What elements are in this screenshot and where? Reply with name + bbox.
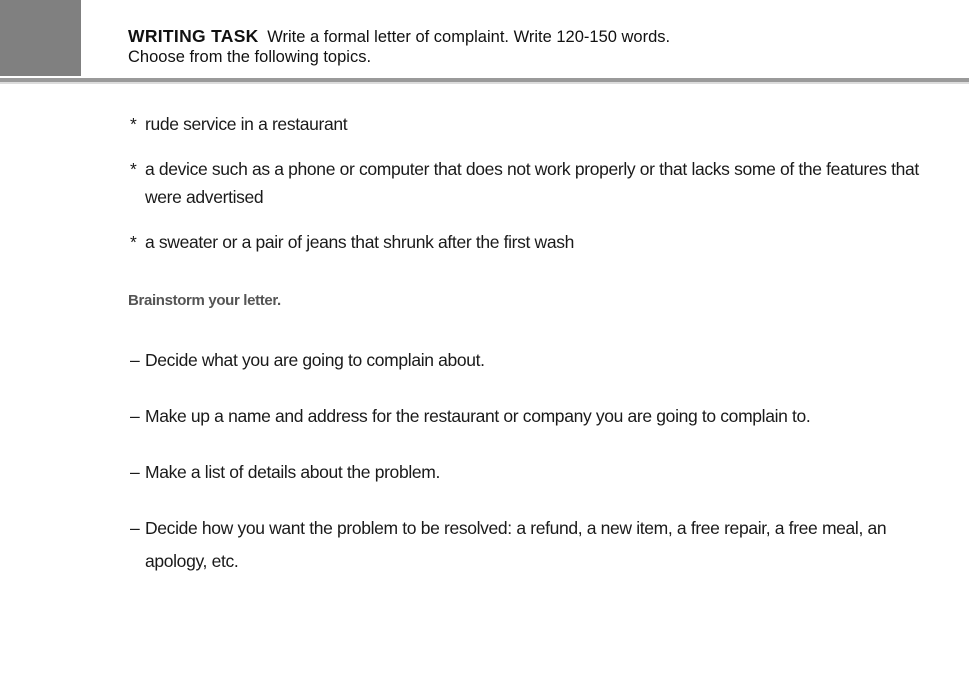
- step-text: Make up a name and address for the restaurant or company you are going to complain to.: [145, 406, 811, 426]
- topic-item: [130, 228, 920, 256]
- topic-text: a sweater or a pair of jeans that shrunk after the first wash: [145, 232, 575, 252]
- step-dash: –: [130, 518, 140, 538]
- corner-decoration: [0, 0, 81, 76]
- topic-list: [130, 110, 920, 273]
- topic-item: [130, 155, 920, 211]
- brainstorm-steps: [130, 344, 930, 601]
- step-text: Make a list of details about the problem.: [145, 462, 440, 482]
- task-header: [128, 26, 948, 67]
- task-label: WRITING TASK: [128, 26, 259, 46]
- brainstorm-step: [130, 456, 930, 489]
- step-dash: –: [130, 350, 140, 370]
- brainstorm-step: [130, 400, 930, 433]
- topic-text: a device such as a phone or computer that does not work properly or that lacks some of the features that were advertised: [145, 159, 919, 207]
- brainstorm-step: [130, 512, 930, 578]
- task-sub-instruction: Choose from the following topics.: [128, 48, 372, 66]
- topic-item: [130, 110, 920, 138]
- task-instruction-line: [128, 26, 948, 47]
- bullet-asterisk: *: [130, 114, 137, 134]
- topic-text: rude service in a restaurant: [145, 114, 348, 134]
- brainstorm-step: [130, 344, 930, 377]
- step-text: Decide what you are going to complain about.: [145, 350, 485, 370]
- step-text: Decide how you want the problem to be resolved: a refund, a new item, a free repair, a free meal, an apology, etc.: [145, 518, 887, 571]
- header-divider-shadow: [0, 82, 969, 84]
- task-instruction: Write a formal letter of complaint. Write 120-150 words.: [267, 28, 671, 46]
- bullet-asterisk: *: [130, 159, 137, 179]
- step-dash: –: [130, 462, 140, 482]
- brainstorm-heading: Brainstorm your letter.: [128, 292, 281, 309]
- bullet-asterisk: *: [130, 232, 137, 252]
- step-dash: –: [130, 406, 140, 426]
